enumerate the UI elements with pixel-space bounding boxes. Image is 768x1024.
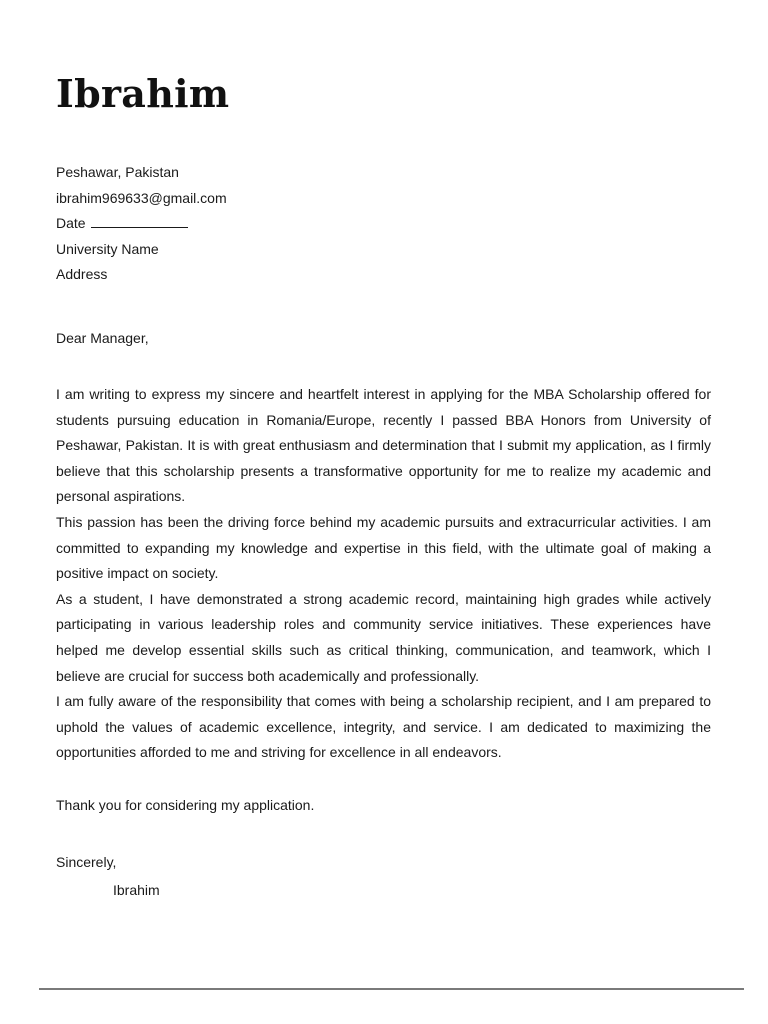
body-paragraph: I am writing to express my sincere and heartfelt interest in applying for the MBA Scholarship offered for students pursuing education in Romania/Europe, recently I passed BBA Honors from University of Peshawar, Pakistan. It is with great enthusiasm and determination that I submit my application, as I firmly believe that this scholarship presents a transformative opportunity for me to realize my academic and personal aspirations. bbox=[56, 386, 711, 505]
signature-name: Ibrahim bbox=[113, 882, 160, 898]
footer-divider bbox=[39, 988, 744, 990]
recipient-name-text: University Name bbox=[56, 240, 159, 257]
date-label: Date bbox=[56, 215, 86, 231]
sign-off: Sincerely, bbox=[56, 854, 117, 870]
contact-block bbox=[56, 160, 227, 288]
date-row bbox=[56, 211, 227, 237]
email-text: ibrahim969633@gmail.com bbox=[56, 189, 227, 206]
salutation: Dear Manager, bbox=[56, 330, 149, 346]
location-text: Peshawar, Pakistan bbox=[56, 164, 179, 180]
letter-body bbox=[56, 382, 711, 766]
closing-line: Thank you for considering my application. bbox=[56, 797, 315, 813]
body-paragraph: As a student, I have demonstrated a strong academic record, maintaining high grades while actively participating in various leadership roles and community service initiatives. These experiences have helped me develop essential skills such as critical thinking, communication, and teamwork, which I believe are crucial for success both academically and professionally. bbox=[56, 590, 711, 684]
applicant-name-heading: Ibrahim bbox=[56, 71, 230, 116]
date-blank-line bbox=[91, 215, 188, 228]
body-paragraph: I am fully aware of the responsibility that comes with being a scholarship recipient, and I am prepared to uphold the values of academic excellence, integrity, and service. I am dedicated to maximizing the opportunities afforded to me and striving for excellence in all endeavors. bbox=[56, 693, 711, 761]
recipient-address-text: Address bbox=[56, 266, 108, 282]
body-paragraph: This passion has been the driving force behind my academic pursuits and extracurricular activities. I am committed to expanding my knowledge and expertise in this field, with the ultimate goal of making a positive impact on society. bbox=[56, 513, 711, 582]
